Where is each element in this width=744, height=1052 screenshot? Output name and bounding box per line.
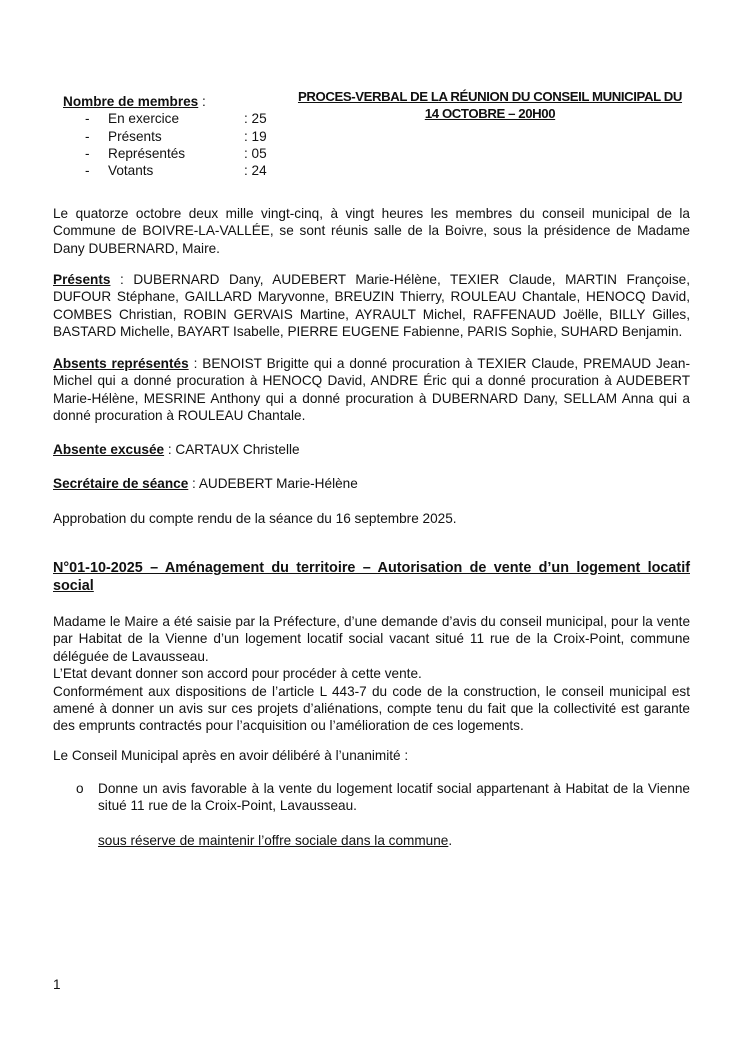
page-number: 1	[53, 977, 61, 992]
members-heading-label: Nombre de membres	[63, 94, 199, 109]
row-dash: -	[85, 128, 90, 144]
members-heading	[63, 93, 283, 110]
members-row-votants	[63, 162, 283, 179]
row-label: Présents	[108, 128, 162, 144]
row-dash: -	[85, 163, 90, 179]
absents-label: Absents représentés	[53, 356, 189, 371]
section-paragraph-1: Madame le Maire a été saisie par la Préfecture, d’une demande d’avis du conseil municipal, pour la vente par Habitat de la Vienne d’un logement locatif social vacant situé 11 rue de la Croix-Point, commune déléguée de Lavausseau.	[53, 614, 690, 664]
excusee-label: Absente excusée	[53, 442, 165, 457]
approbation-text: Approbation du compte rendu de la séance du 16 septembre 2025.	[53, 511, 457, 526]
bullet-text: Donne un avis favorable à la vente du logement locatif social appartenant à Habitat de la Vienne situé 11 rue de la Croix-Point, Lavausseau.	[98, 781, 690, 814]
excusee-paragraph	[53, 441, 690, 458]
deliberation-paragraph	[53, 747, 690, 764]
excusee-name: : CARTAUX Christelle	[164, 442, 300, 457]
document-title	[290, 88, 690, 122]
section-paragraph-2: L’Etat devant donner son accord pour procéder à cette vente.	[53, 666, 422, 682]
secretaire-name: : AUDEBERT Marie-Hélène	[188, 476, 358, 491]
title-line-1: PROCES-VERBAL DE LA RÉUNION DU CONSEIL MUNICIPAL DU	[297, 89, 683, 104]
bullet-circle-icon: o	[76, 781, 84, 796]
deliberation-text: Le Conseil Municipal après en avoir délibéré à l’unanimité :	[53, 748, 409, 763]
approbation-paragraph	[53, 510, 690, 527]
reserve-text: sous réserve de maintenir l’offre sociale dans la commune	[98, 833, 449, 848]
intro-paragraph	[53, 205, 690, 257]
members-row-en-exercice	[63, 110, 283, 127]
presents-paragraph	[53, 271, 690, 341]
presents-label: Présents	[53, 272, 111, 287]
title-line-2: 14 OCTOBRE – 20H00	[424, 106, 556, 121]
absents-list: : BENOIST Brigitte qui a donné procuration à TEXIER Claude, PREMAUD Jean-Michel qui a donné procuration à HENOCQ David, ANDRE Éric qui a donné procuration à AUDEBERT Marie-Hélène, MESRINE Anthony qui a donné procuration à DUBERNARD Dany, SELLAM Anna qui a donné procuration à ROULEAU Chantale.	[53, 356, 691, 424]
row-label: En exercice	[108, 111, 180, 127]
row-dash: -	[85, 145, 90, 161]
absents-paragraph	[53, 355, 690, 425]
section-body	[53, 613, 690, 735]
reserve-paragraph	[98, 832, 690, 849]
row-dash: -	[85, 111, 90, 127]
row-value: : 24	[244, 163, 267, 179]
row-label: Votants	[108, 163, 154, 179]
members-row-presents	[63, 128, 283, 145]
row-label: Représentés	[108, 145, 186, 161]
members-row-representes	[63, 145, 283, 162]
members-heading-colon: :	[198, 94, 206, 109]
row-value: : 25	[244, 111, 267, 127]
secretaire-paragraph	[53, 475, 690, 492]
reserve-period: .	[448, 833, 453, 848]
row-value: : 05	[244, 145, 267, 161]
intro-text: Le quatorze octobre deux mille vingt-cinq, à vingt heures les membres du conseil municipal de la Commune de BOIVRE-LA-VALLÉE, se sont réunis salle de la Boivre, sous la présidence de Madame Dany DUBERNARD, Maire.	[53, 206, 690, 256]
secretaire-label: Secrétaire de séance	[53, 476, 189, 491]
section-title: N°01-10-2025 – Aménagement du territoire – Autorisation de vente d’un logement locatif social	[53, 560, 690, 594]
presents-list: : DUBERNARD Dany, AUDEBERT Marie-Hélène, TEXIER Claude, MARTIN Françoise, DUFOUR Stéphane, GAILLARD Maryvonne, BREUZIN Thierry, ROULEAU Chantale, HENOCQ David, COMBES Christian, ROBIN GERVAIS Martine, AYRAULT Michel, RAFFENAUD Joëlle, BILLY Gilles, BASTARD Michelle, BAYART Isabelle, PIERRE EUGENE Fabienne, PARIS Sophie, SUHARD Benjamin.	[53, 272, 690, 340]
section-paragraph-3: Conformément aux dispositions de l’article L 443-7 du code de la construction, le conseil municipal est amené à donner un avis sur ces projets d’aliénations, compte tenu du fait que la collectivité est garante des emprunts contractés pour l’acquisition ou l’amélioration de ces logements.	[53, 683, 690, 734]
row-value: : 19	[244, 128, 267, 144]
members-count-block	[63, 93, 283, 179]
